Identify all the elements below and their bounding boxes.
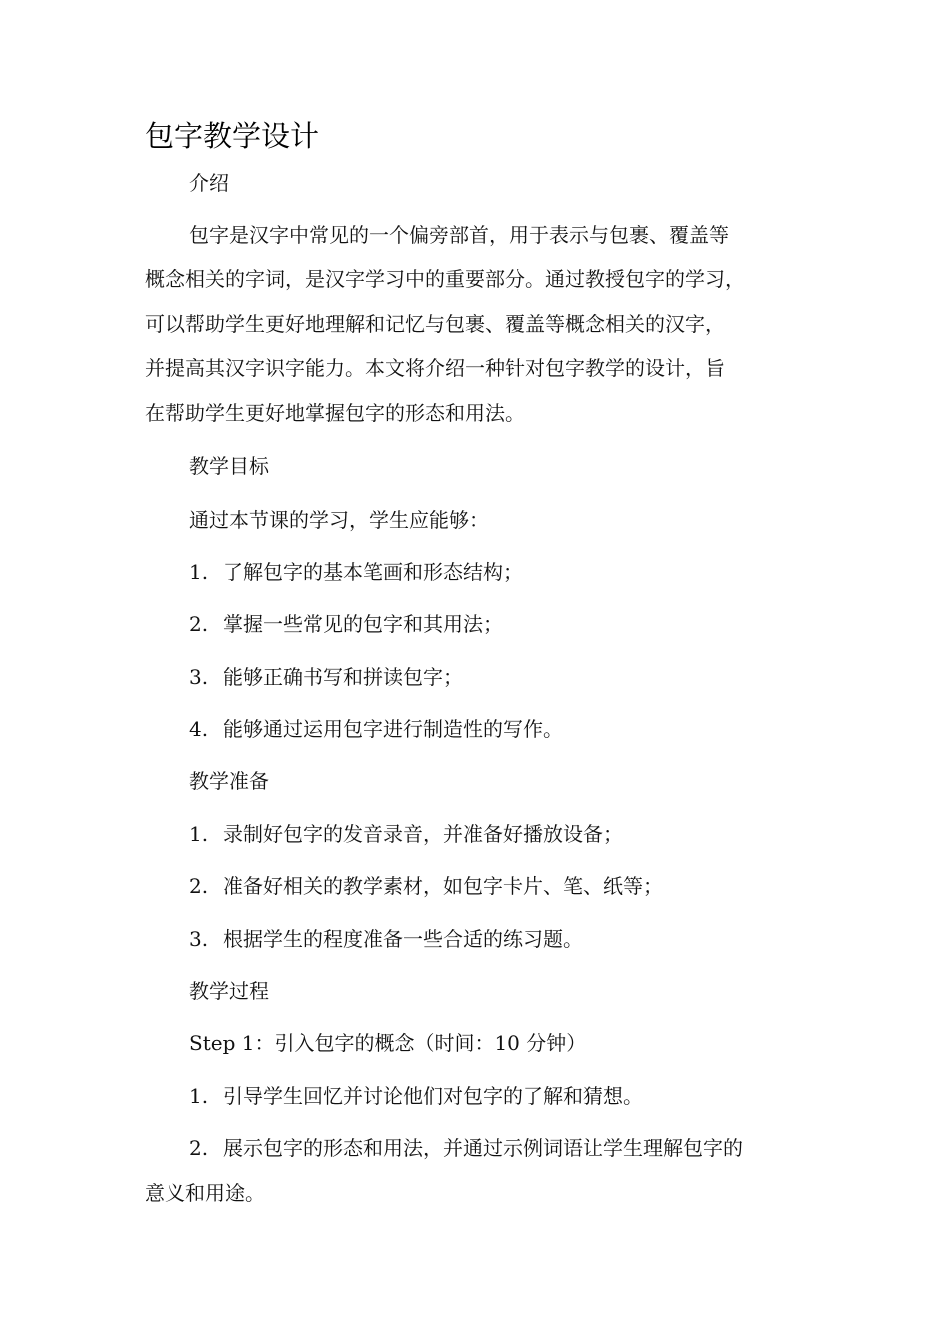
goal-text: 能够正确书写和拼读包字；	[223, 665, 463, 689]
prep-text: 录制好包字的发音录音，并准备好播放设备；	[223, 822, 623, 846]
step1-item-text: 展示包字的形态和用法，并通过示例词语让学生理解包字的	[223, 1136, 743, 1160]
goal-item	[189, 609, 503, 639]
goal-text: 掌握一些常见的包字和其用法；	[223, 612, 503, 636]
intro-paragraph-line: 概念相关的字词，是汉字学习中的重要部分。通过教授包字的学习，	[145, 267, 745, 291]
prep-item	[189, 871, 663, 901]
step1-item-continuation: 意义和用途。	[145, 1181, 265, 1205]
process-heading: 教学过程	[189, 979, 269, 1003]
goal-number: 2.	[189, 612, 209, 636]
document-title: 包字教学设计	[145, 119, 320, 153]
goal-item	[189, 662, 463, 692]
step1-item-number: 1.	[189, 1084, 209, 1108]
prep-item	[189, 819, 623, 849]
step1-item-text: 引导学生回忆并讨论他们对包字的了解和猜想。	[223, 1084, 643, 1108]
goals-heading: 教学目标	[189, 454, 269, 478]
intro-paragraph-line: 并提高其汉字识字能力。本文将介绍一种针对包字教学的设计，旨	[145, 356, 725, 380]
goal-item	[189, 557, 523, 587]
goal-text: 了解包字的基本笔画和形态结构；	[223, 560, 523, 584]
intro-heading: 介绍	[189, 171, 229, 195]
step1-item	[189, 1133, 743, 1163]
prep-number: 2.	[189, 874, 209, 898]
prep-heading: 教学准备	[189, 769, 269, 793]
goals-intro: 通过本节课的学习，学生应能够：	[189, 508, 489, 532]
intro-paragraph-line: 可以帮助学生更好地理解和记忆与包裹、覆盖等概念相关的汉字，	[145, 312, 725, 336]
goal-item	[189, 714, 563, 744]
step1-heading: Step 1：引入包字的概念（时间：10 分钟）	[189, 1031, 587, 1055]
intro-paragraph-line: 在帮助学生更好地掌握包字的形态和用法。	[145, 401, 525, 425]
intro-paragraph-line: 包字是汉字中常见的一个偏旁部首，用于表示与包裹、覆盖等	[189, 223, 729, 247]
step1-item-number: 2.	[189, 1136, 209, 1160]
goal-text: 能够通过运用包字进行制造性的写作。	[223, 717, 563, 741]
prep-number: 3.	[189, 927, 209, 951]
prep-text: 根据学生的程度准备一些合适的练习题。	[223, 927, 583, 951]
goal-number: 1.	[189, 560, 209, 584]
step1-item	[189, 1081, 643, 1111]
goal-number: 4.	[189, 717, 209, 741]
goal-number: 3.	[189, 665, 209, 689]
prep-text: 准备好相关的教学素材，如包字卡片、笔、纸等；	[223, 874, 663, 898]
prep-item	[189, 924, 583, 954]
prep-number: 1.	[189, 822, 209, 846]
